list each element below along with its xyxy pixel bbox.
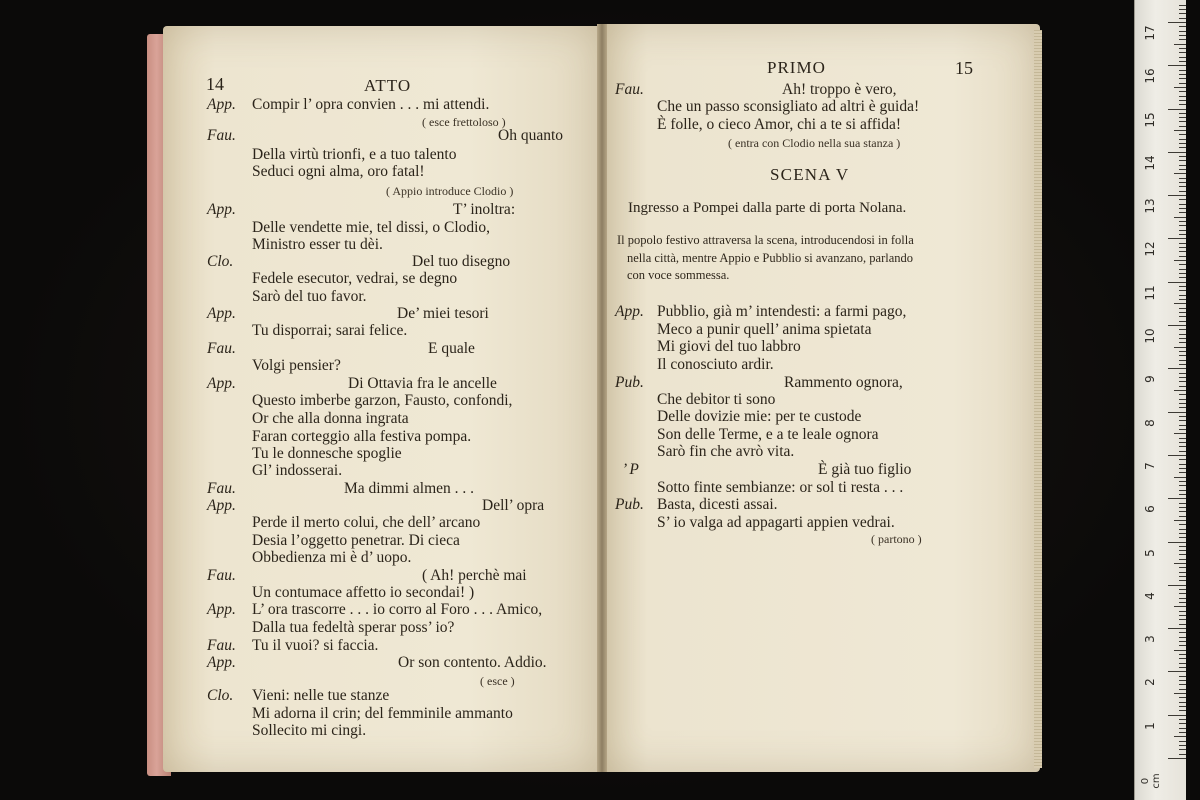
ruler-tick xyxy=(1174,650,1186,651)
ruler-tick xyxy=(1174,736,1186,737)
ruler-tick xyxy=(1179,191,1186,192)
verse-line: Dalla tua fedeltà sperar poss’ io? xyxy=(252,619,455,636)
verse-line: Seduci ogni alma, oro fatal! xyxy=(252,163,425,180)
stage-direction: ( entra con Clodio nella sua stanza ) xyxy=(728,136,901,150)
verse-line: Che un passo sconsigliato ad altri è guida! xyxy=(657,98,920,115)
speaker-label: Pub. xyxy=(615,374,644,391)
ruler-tick xyxy=(1179,593,1186,594)
verse-line: S’ io valga ad appagarti appien vedrai. xyxy=(657,514,895,531)
ruler-tick xyxy=(1179,442,1186,443)
scene-setting: Ingresso a Pompei dalla parte di porta Nolana. xyxy=(628,200,907,216)
ruler-tick xyxy=(1179,459,1186,460)
verse-line: E quale xyxy=(428,340,475,357)
verse-line: Ah! troppo è vero, xyxy=(782,81,897,98)
ruler-tick xyxy=(1179,329,1186,330)
ruler-tick xyxy=(1179,710,1186,711)
ruler-number: 16 xyxy=(1143,68,1157,84)
speaker-label: Fau. xyxy=(207,127,236,144)
page-stack-edge xyxy=(1034,30,1042,768)
stage-direction: ( esce frettoloso ) xyxy=(422,115,506,129)
ruler-tick xyxy=(1179,546,1186,547)
speaker-label: App. xyxy=(207,654,236,671)
ruler-tick xyxy=(1179,381,1186,382)
ruler-number: 15 xyxy=(1143,111,1157,128)
ruler-tick xyxy=(1179,48,1186,49)
scene-description-line: Il popolo festivo attraversa la scena, introducendosi in folla xyxy=(617,233,914,247)
verse-line: Vieni: nelle tue stanze xyxy=(252,687,390,704)
ruler-tick xyxy=(1179,156,1186,157)
ruler-tick xyxy=(1179,83,1186,84)
book-gutter xyxy=(597,24,607,772)
ruler-tick xyxy=(1179,572,1186,573)
ruler-tick xyxy=(1179,121,1186,122)
ruler-tick xyxy=(1179,641,1186,642)
ruler-tick xyxy=(1179,537,1186,538)
ruler-tick xyxy=(1179,394,1186,395)
ruler-tick xyxy=(1179,728,1186,729)
verse-line: Delle vendette mie, tel dissi, o Clodio, xyxy=(252,219,491,236)
verse-line: Dell’ opra xyxy=(482,497,545,514)
ruler-tick xyxy=(1168,109,1186,110)
ruler-tick xyxy=(1168,238,1186,239)
ruler-tick xyxy=(1179,234,1186,235)
ruler-tick xyxy=(1179,403,1186,404)
ruler-tick xyxy=(1179,277,1186,278)
verse-line: Or son contento. Addio. xyxy=(398,654,547,671)
ruler-tick xyxy=(1179,598,1186,599)
ruler-tick xyxy=(1179,468,1186,469)
ruler-tick xyxy=(1179,407,1186,408)
speaker-label: App. xyxy=(615,303,644,320)
ruler-tick xyxy=(1179,485,1186,486)
ruler-tick xyxy=(1179,529,1186,530)
ruler-tick xyxy=(1179,334,1186,335)
ruler-tick xyxy=(1179,70,1186,71)
ruler-tick xyxy=(1179,61,1186,62)
ruler-tick xyxy=(1179,39,1186,40)
verse-line: Sarò del tuo favor. xyxy=(252,288,367,305)
ruler-tick xyxy=(1179,719,1186,720)
verse-line: Tu disporrai; sarai felice. xyxy=(252,322,408,339)
ruler-tick xyxy=(1179,169,1186,170)
ruler-tick xyxy=(1179,78,1186,79)
ruler-tick xyxy=(1179,143,1186,144)
ruler-tick xyxy=(1179,360,1186,361)
speaker-label: Fau. xyxy=(207,637,236,654)
verse-line: Obbedienza mi è d’ uopo. xyxy=(252,549,412,566)
ruler-number: 6 xyxy=(1143,505,1157,514)
ruler-tick xyxy=(1179,446,1186,447)
verse-line: Basta, dicesti assai. xyxy=(657,496,778,513)
verse-line: Ma dimmi almen . . . xyxy=(344,480,475,497)
ruler-tick xyxy=(1179,632,1186,633)
verse-line: Delle dovizie mie: per te custode xyxy=(657,408,862,425)
ruler-tick xyxy=(1179,503,1186,504)
ruler-number: 4 xyxy=(1143,591,1157,600)
ruler-tick xyxy=(1179,511,1186,512)
ruler-tick xyxy=(1179,429,1186,430)
ruler-tick xyxy=(1179,9,1186,10)
ruler-tick xyxy=(1179,18,1186,19)
ruler-number: 11 xyxy=(1143,285,1157,301)
verse-line: Sarò fin che avrò vita. xyxy=(657,443,795,460)
speaker-label: Pub. xyxy=(615,496,644,513)
ruler-tick xyxy=(1179,321,1186,322)
speaker-label: ’ P xyxy=(622,461,639,478)
ruler-number: 10 xyxy=(1143,328,1157,344)
ruler-tick xyxy=(1179,208,1186,209)
ruler-tick xyxy=(1179,117,1186,118)
verse-line: Sollecito mi cingi. xyxy=(252,722,367,739)
ruler-tick xyxy=(1179,351,1186,352)
speaker-label: Clo. xyxy=(207,253,234,270)
verse-line: Di Ottavia fra le ancelle xyxy=(348,375,497,392)
ruler-tick xyxy=(1174,433,1186,434)
ruler-tick xyxy=(1174,303,1186,304)
ruler-tick xyxy=(1179,104,1186,105)
ruler-tick xyxy=(1179,554,1186,555)
ruler-tick xyxy=(1179,723,1186,724)
scene-description-line: con voce sommessa. xyxy=(627,268,730,282)
ruler-number: 2 xyxy=(1143,678,1157,687)
ruler-tick xyxy=(1179,420,1186,421)
page-number: 15 xyxy=(955,58,973,78)
ruler-tick xyxy=(1174,217,1186,218)
ruler-number: 7 xyxy=(1143,462,1157,470)
speaker-label: Fau. xyxy=(207,480,236,497)
ruler-tick xyxy=(1179,754,1186,755)
ruler-tick xyxy=(1168,715,1186,716)
ruler-tick xyxy=(1179,113,1186,114)
ruler-tick xyxy=(1179,264,1186,265)
ruler-tick xyxy=(1168,498,1186,499)
ruler-tick xyxy=(1179,31,1186,32)
ruler-tick xyxy=(1168,542,1186,543)
ruler-tick xyxy=(1168,628,1186,629)
ruler-tick xyxy=(1179,178,1186,179)
verse-line: Desia l’oggetto penetrar. Di cieca xyxy=(252,532,460,549)
ruler-number: 9 xyxy=(1143,375,1157,384)
ruler-tick xyxy=(1174,606,1186,607)
ruler-tick xyxy=(1179,286,1186,287)
ruler-tick xyxy=(1179,165,1186,166)
verse-line: Fedele esecutor, vedrai, se degno xyxy=(252,270,458,287)
ruler-tick xyxy=(1179,204,1186,205)
ruler-tick xyxy=(1179,697,1186,698)
ruler-tick xyxy=(1179,199,1186,200)
ruler-tick xyxy=(1179,637,1186,638)
ruler-tick xyxy=(1179,507,1186,508)
ruler-tick xyxy=(1179,373,1186,374)
ruler-tick xyxy=(1179,576,1186,577)
verse-line: Faran corteggio alla festiva pompa. xyxy=(252,428,472,445)
ruler-tick xyxy=(1168,368,1186,369)
running-head: ATTO xyxy=(364,76,412,95)
ruler-tick xyxy=(1179,580,1186,581)
verse-line: Che debitor ti sono xyxy=(657,391,776,408)
ruler-tick xyxy=(1179,425,1186,426)
ruler-tick xyxy=(1174,347,1186,348)
ruler-tick xyxy=(1179,464,1186,465)
ruler-tick xyxy=(1179,26,1186,27)
ruler-tick xyxy=(1179,684,1186,685)
ruler-tick xyxy=(1179,706,1186,707)
ruler-tick xyxy=(1179,516,1186,517)
speaker-label: Fau. xyxy=(207,340,236,357)
ruler-tick xyxy=(1179,5,1186,6)
ruler-tick xyxy=(1179,658,1186,659)
ruler-tick xyxy=(1179,749,1186,750)
ruler-tick xyxy=(1179,126,1186,127)
ruler-tick xyxy=(1179,732,1186,733)
verse-line: Perde il merto colui, che dell’ arcano xyxy=(252,514,481,531)
ruler-tick xyxy=(1179,624,1186,625)
ruler-tick xyxy=(1174,260,1186,261)
ruler-number: 14 xyxy=(1143,155,1157,171)
ruler-tick xyxy=(1179,91,1186,92)
page-number: 14 xyxy=(206,74,224,94)
ruler-tick xyxy=(1168,152,1186,153)
ruler-tick xyxy=(1179,355,1186,356)
ruler-tick xyxy=(1179,416,1186,417)
ruler-tick xyxy=(1174,87,1186,88)
ruler-tick xyxy=(1179,472,1186,473)
ruler-tick xyxy=(1179,550,1186,551)
ruler-tick xyxy=(1179,342,1186,343)
ruler-tick xyxy=(1168,671,1186,672)
speaker-label: Fau. xyxy=(207,567,236,584)
ruler-tick xyxy=(1179,212,1186,213)
ruler-tick xyxy=(1179,451,1186,452)
speaker-label: App. xyxy=(207,601,236,618)
ruler-tick xyxy=(1179,589,1186,590)
ruler-tick xyxy=(1179,230,1186,231)
ruler-tick xyxy=(1179,524,1186,525)
ruler-tick xyxy=(1179,438,1186,439)
verse-line: Un contumace affetto io secondai! ) xyxy=(252,584,475,601)
ruler-tick xyxy=(1174,173,1186,174)
ruler-tick xyxy=(1174,44,1186,45)
ruler-tick xyxy=(1179,13,1186,14)
ruler-tick xyxy=(1179,256,1186,257)
ruler-tick xyxy=(1168,758,1186,759)
ruler-tick xyxy=(1174,563,1186,564)
verse-line: Son delle Terme, e a te leale ognora xyxy=(657,426,879,443)
verse-line: Volgi pensier? xyxy=(252,357,341,374)
speaker-label: App. xyxy=(207,375,236,392)
verse-line: Tu il vuoi? si faccia. xyxy=(252,637,379,654)
ruler-tick xyxy=(1179,654,1186,655)
ruler-tick xyxy=(1168,195,1186,196)
ruler-tick xyxy=(1174,390,1186,391)
verse-line: Del tuo disegno xyxy=(412,253,511,270)
verse-line: Ministro esser tu dèi. xyxy=(252,236,383,253)
ruler-tick xyxy=(1179,619,1186,620)
verse-line: Or che alla donna ingrata xyxy=(252,410,409,427)
ruler-tick xyxy=(1179,494,1186,495)
ruler-tick xyxy=(1179,221,1186,222)
verse-line: Meco a punir quell’ anima spietata xyxy=(657,321,872,338)
verse-line: È già tuo figlio xyxy=(818,461,912,478)
verse-line: De’ miei tesori xyxy=(397,305,489,322)
ruler-tick xyxy=(1168,412,1186,413)
verse-line: L’ ora trascorre . . . io corro al Foro . . . Amico, xyxy=(252,601,543,618)
speaker-label: App. xyxy=(207,497,236,514)
verse-line: Questo imberbe garzon, Fausto, confondi, xyxy=(252,392,513,409)
ruler-tick xyxy=(1168,282,1186,283)
ruler-number: 12 xyxy=(1143,241,1157,258)
ruler-tick xyxy=(1179,295,1186,296)
ruler-tick xyxy=(1174,130,1186,131)
ruler-number: 1 xyxy=(1143,721,1157,730)
speaker-label: App. xyxy=(207,305,236,322)
ruler-tick xyxy=(1179,559,1186,560)
running-head: PRIMO xyxy=(767,58,826,77)
ruler-tick xyxy=(1179,160,1186,161)
ruler-tick xyxy=(1168,455,1186,456)
ruler-tick xyxy=(1179,35,1186,36)
verse-line: Gl’ indosserai. xyxy=(252,462,343,479)
ruler-tick xyxy=(1179,147,1186,148)
ruler-tick xyxy=(1179,667,1186,668)
verse-line: Sotto finte sembianze: or sol ti resta . . . xyxy=(657,479,904,496)
speaker-label: Clo. xyxy=(207,687,234,704)
verse-line: Mi adorna il crin; del femminile ammanto xyxy=(252,705,513,722)
stage-direction: ( esce ) xyxy=(480,674,515,688)
ruler-tick xyxy=(1179,481,1186,482)
ruler-tick xyxy=(1179,702,1186,703)
ruler-tick xyxy=(1179,680,1186,681)
ruler-tick xyxy=(1179,57,1186,58)
ruler-tick xyxy=(1179,364,1186,365)
ruler-number: 3 xyxy=(1143,635,1157,643)
ruler-number: 13 xyxy=(1143,198,1157,214)
ruler-unit-label: 0 cm xyxy=(1140,773,1162,789)
ruler-tick xyxy=(1179,602,1186,603)
ruler-tick xyxy=(1168,22,1186,23)
ruler-tick xyxy=(1174,477,1186,478)
speaker-label: Fau. xyxy=(615,81,644,98)
ruler-tick xyxy=(1179,74,1186,75)
ruler-tick xyxy=(1179,52,1186,53)
ruler-tick xyxy=(1179,96,1186,97)
verse-line: Il conosciuto ardir. xyxy=(657,356,774,373)
ruler-tick xyxy=(1179,139,1186,140)
ruler-tick xyxy=(1179,251,1186,252)
ruler-number: 5 xyxy=(1143,548,1157,557)
verse-line: Compir l’ opra convien . . . mi attendi. xyxy=(252,96,490,113)
ruler-tick xyxy=(1179,100,1186,101)
ruler-tick xyxy=(1179,316,1186,317)
ruler-tick xyxy=(1179,338,1186,339)
verse-line: Della virtù trionfi, e a tuo talento xyxy=(252,146,457,163)
verse-line: Pubblio, già m’ intendesti: a farmi pago, xyxy=(657,303,907,320)
ruler-tick xyxy=(1179,689,1186,690)
ruler-tick xyxy=(1179,377,1186,378)
stage-direction: ( partono ) xyxy=(871,532,922,546)
ruler-tick xyxy=(1179,533,1186,534)
ruler-tick xyxy=(1179,308,1186,309)
verse-line: T’ inoltra: xyxy=(453,201,516,218)
ruler-tick xyxy=(1168,325,1186,326)
ruler-tick xyxy=(1179,290,1186,291)
ruler-tick xyxy=(1179,645,1186,646)
measurement-ruler xyxy=(1134,0,1186,800)
scene-description-line: nella città, mentre Appio e Pubblio si avanzano, parlando xyxy=(627,251,914,265)
ruler-tick xyxy=(1179,676,1186,677)
verse-line: Mi giovi del tuo labbro xyxy=(657,338,801,355)
ruler-tick xyxy=(1179,663,1186,664)
ruler-tick xyxy=(1179,312,1186,313)
ruler-tick xyxy=(1179,745,1186,746)
ruler-tick xyxy=(1179,399,1186,400)
ruler-tick xyxy=(1168,585,1186,586)
ruler-tick xyxy=(1179,741,1186,742)
ruler-number: 8 xyxy=(1143,418,1157,427)
ruler-tick xyxy=(1179,386,1186,387)
ruler-tick xyxy=(1179,247,1186,248)
ruler-tick xyxy=(1179,611,1186,612)
verse-line: Oh quanto xyxy=(498,127,564,144)
ruler-tick xyxy=(1179,269,1186,270)
speaker-label: App. xyxy=(207,201,236,218)
ruler-tick xyxy=(1168,65,1186,66)
verse-line: ( Ah! perchè mai xyxy=(422,567,527,584)
verse-line: Rammento ognora, xyxy=(784,374,903,391)
ruler-tick xyxy=(1179,299,1186,300)
verse-line: È folle, o cieco Amor, chi a te si affida! xyxy=(657,116,901,133)
ruler-tick xyxy=(1179,134,1186,135)
ruler-tick xyxy=(1179,225,1186,226)
ruler-number: 17 xyxy=(1143,25,1157,41)
ruler-tick xyxy=(1179,490,1186,491)
ruler-tick xyxy=(1174,520,1186,521)
ruler-tick xyxy=(1179,615,1186,616)
scene-title: SCENA V xyxy=(770,165,850,184)
stage-direction: ( Appio introduce Clodio ) xyxy=(386,184,514,198)
ruler-tick xyxy=(1174,693,1186,694)
ruler-tick xyxy=(1179,186,1186,187)
ruler-tick xyxy=(1179,243,1186,244)
verse-line: Tu le donnesche spoglie xyxy=(252,445,402,462)
ruler-tick xyxy=(1179,567,1186,568)
ruler-tick xyxy=(1179,273,1186,274)
ruler-tick xyxy=(1179,182,1186,183)
speaker-label: App. xyxy=(207,96,236,113)
